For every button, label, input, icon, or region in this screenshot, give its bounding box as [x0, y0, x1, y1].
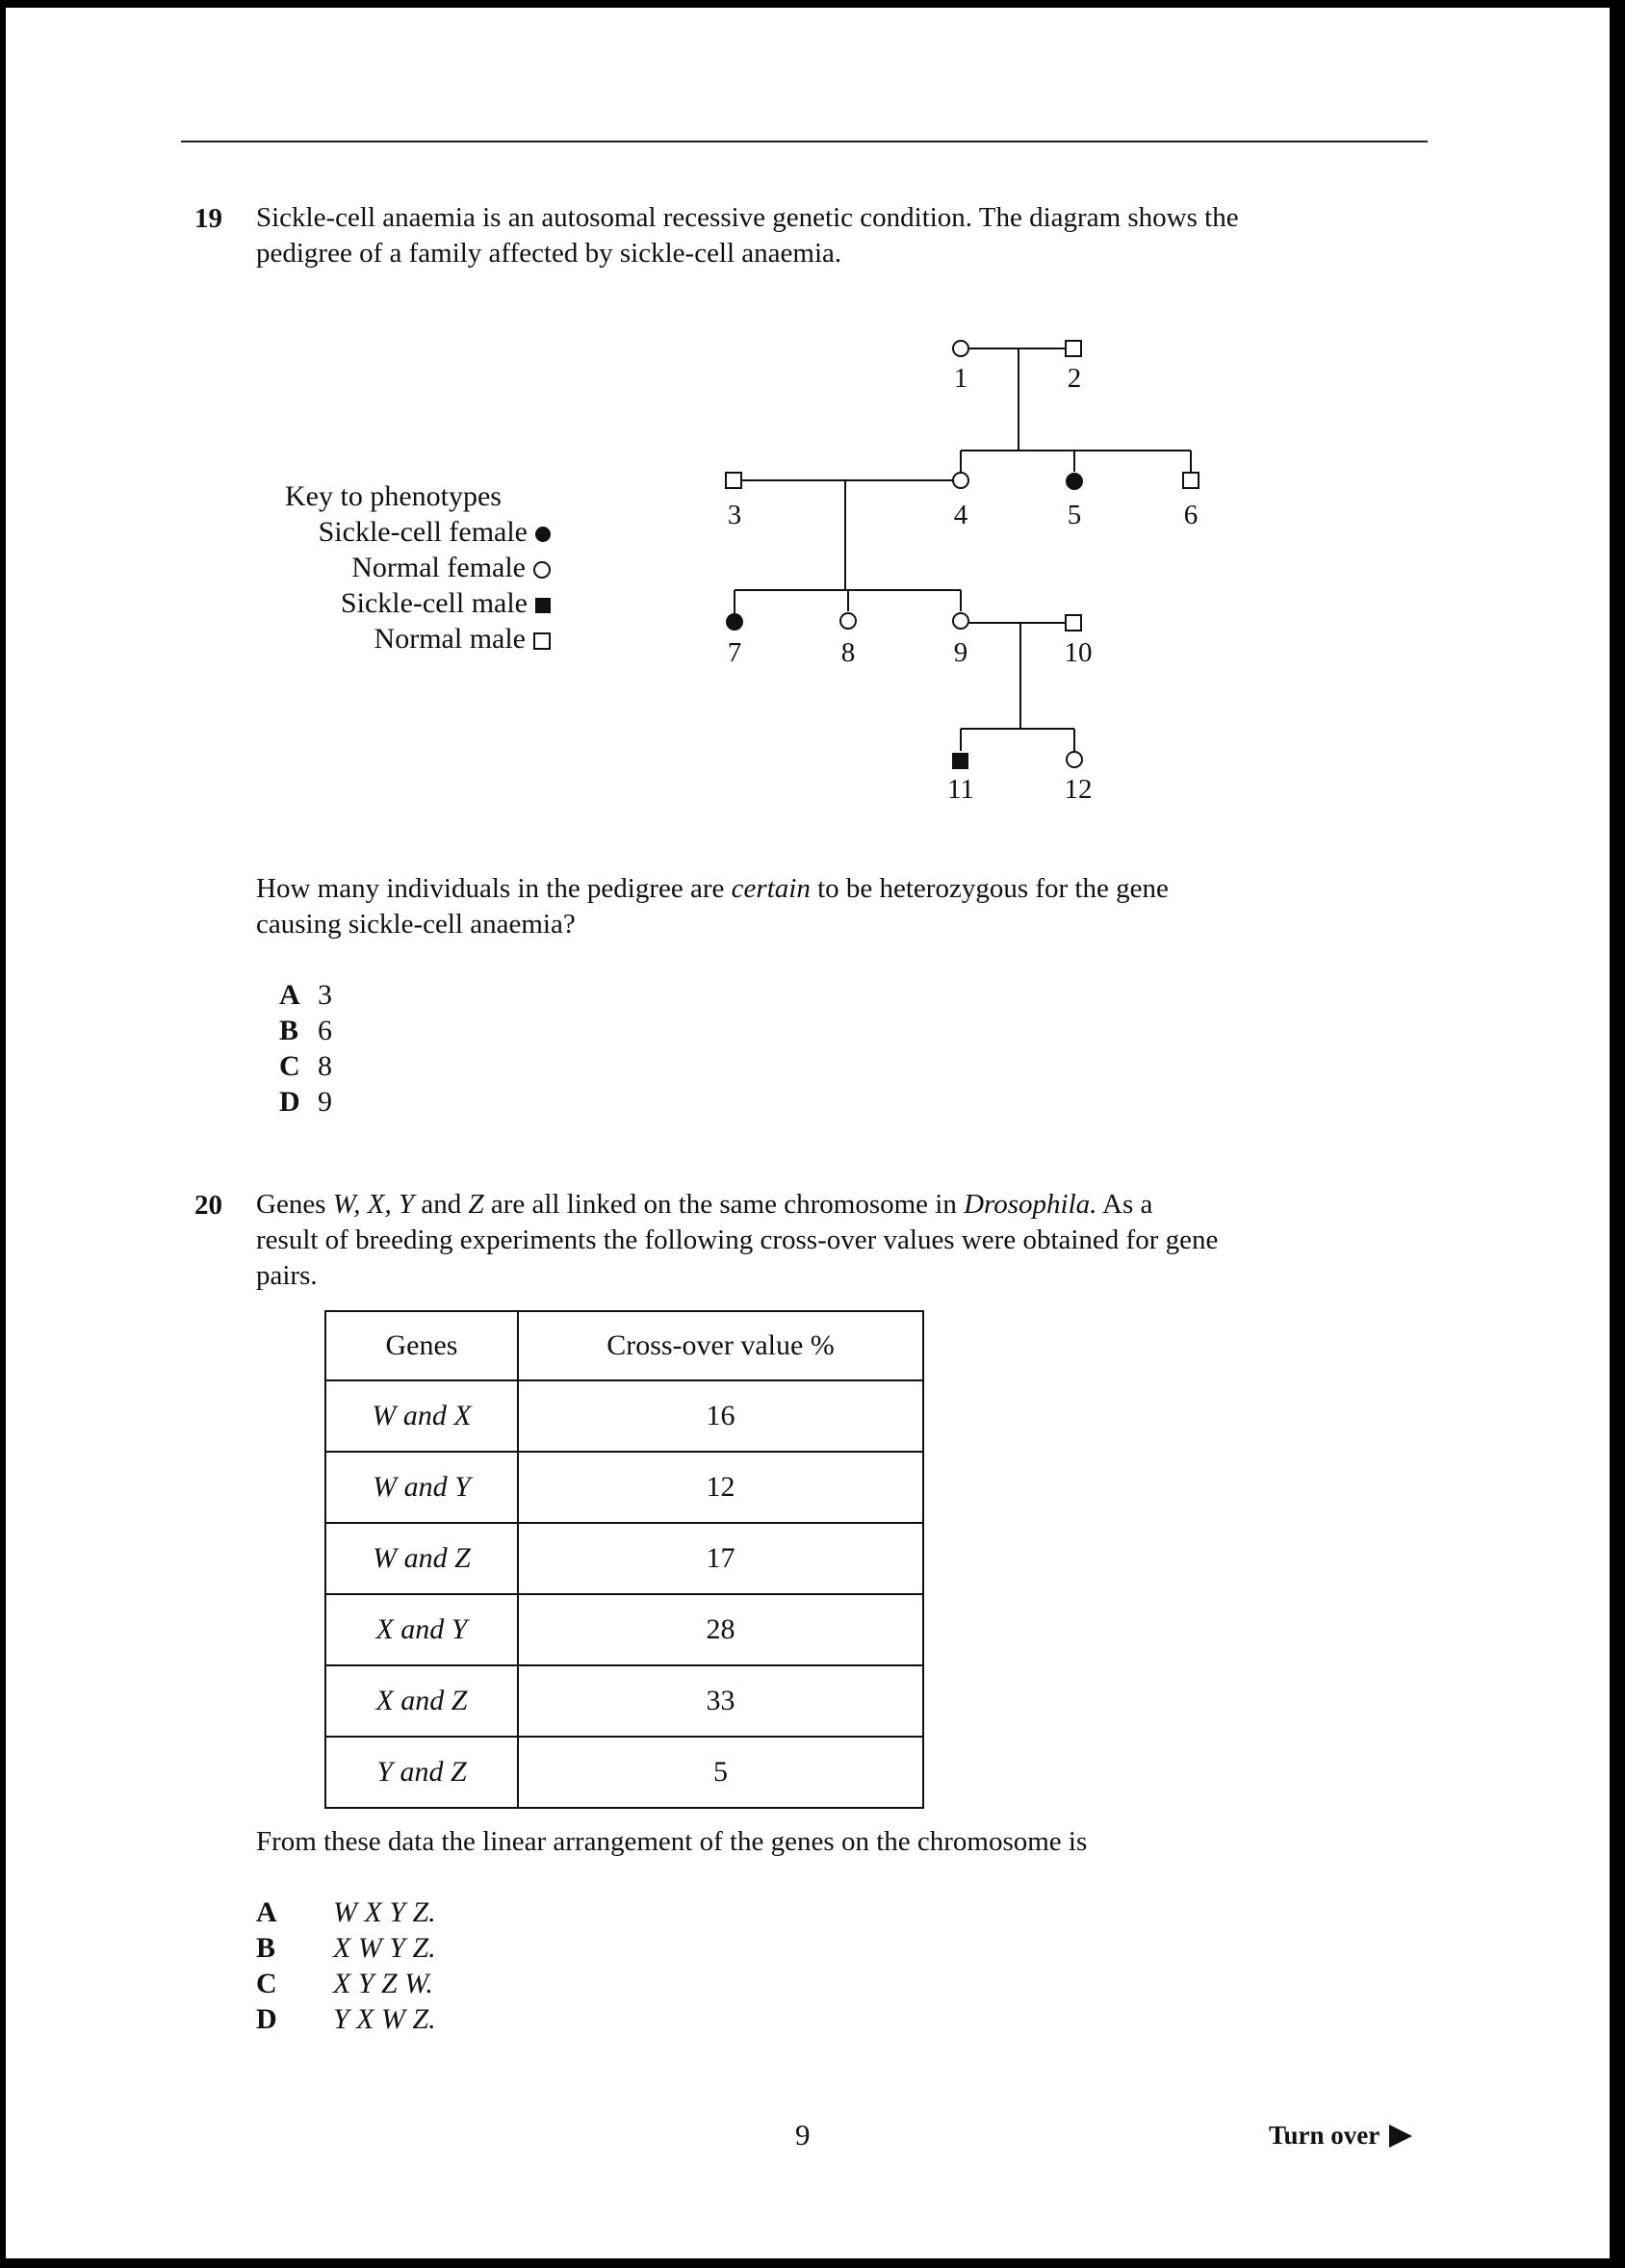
normal-male-icon [1183, 473, 1199, 488]
question-20-stem [256, 1187, 1218, 1294]
question-19-prompt-line-1 [256, 871, 1169, 907]
question-20-line-1 [256, 1187, 1218, 1223]
normal-male-icon [726, 473, 741, 488]
individual-7 [726, 613, 743, 668]
page-frame-left [0, 0, 6, 2268]
option-d[interactable] [256, 2001, 436, 2037]
table-row [325, 1665, 923, 1737]
option-text: Y X W Z. [333, 2003, 436, 2035]
individual-9 [953, 613, 968, 668]
individual-2 [1066, 341, 1081, 394]
option-c[interactable] [279, 1048, 332, 1084]
page-number: 9 [795, 2118, 811, 2152]
normal-male-icon [1066, 615, 1081, 631]
turn-over-label: Turn over [1269, 2121, 1380, 2150]
table-header-row [325, 1311, 923, 1380]
individual-label: 2 [1067, 363, 1082, 394]
individual-label: 10 [1064, 637, 1093, 668]
value-cell: 16 [518, 1380, 923, 1452]
normal-male-icon [1066, 341, 1081, 356]
table-row [325, 1594, 923, 1665]
individual-label: 6 [1183, 500, 1199, 530]
open-circle-icon [533, 561, 551, 579]
key-label: Sickle-cell female [318, 516, 528, 548]
gene-pair-cell: X and Z [325, 1665, 518, 1737]
table-row [325, 1380, 923, 1452]
table-row [325, 1737, 923, 1808]
individual-label: 11 [947, 774, 974, 805]
stem-genes: W, X, Y [332, 1189, 415, 1220]
option-text: 3 [318, 979, 332, 1011]
key-item-normal-male [374, 621, 551, 657]
key-item-sickle-female [319, 514, 551, 550]
sickle-cell-female-icon [726, 613, 743, 631]
prompt-emphasis: certain [731, 873, 811, 904]
question-19-line-1: Sickle-cell anaemia is an autosomal recessive genetic condition. The diagram shows the [256, 202, 1239, 233]
individual-3 [726, 473, 741, 530]
stem-text: are all linked on the same chromosome in [483, 1189, 965, 1220]
option-letter: B [279, 1015, 299, 1046]
individual-label: 4 [953, 500, 968, 530]
filled-circle-icon [535, 527, 551, 542]
normal-female-icon [953, 473, 968, 488]
option-text: X Y Z W. [333, 1968, 433, 1999]
header-rule [181, 141, 1428, 142]
normal-female-icon [1067, 752, 1082, 767]
question-19-number: 19 [194, 203, 222, 234]
sickle-cell-female-icon [1066, 473, 1083, 490]
table-row [325, 1523, 923, 1594]
key-title: Key to phenotypes [285, 480, 502, 512]
option-letter: A [279, 979, 300, 1011]
individual-5 [1066, 473, 1083, 530]
option-letter: D [256, 2003, 277, 2035]
crossover-table [324, 1310, 924, 1809]
question-19-prompt [256, 871, 1169, 942]
question-19-stem [256, 200, 1239, 271]
option-b[interactable] [279, 1013, 332, 1048]
value-cell: 12 [518, 1452, 923, 1523]
gene-pair-cell: Y and Z [325, 1737, 518, 1808]
sickle-cell-male-icon [952, 753, 968, 769]
option-a[interactable] [279, 977, 332, 1013]
normal-female-icon [953, 613, 968, 629]
arrow-right-icon [1389, 2125, 1412, 2148]
option-b[interactable] [256, 1930, 436, 1966]
gene-pair-cell: X and Y [325, 1594, 518, 1665]
pedigree-diagram [703, 327, 1223, 818]
column-header-value: Cross-over value % [518, 1311, 923, 1380]
normal-female-icon [840, 613, 856, 629]
key-items [275, 514, 551, 657]
normal-female-icon [953, 341, 968, 356]
open-square-icon [533, 632, 551, 650]
key-label: Normal female [351, 552, 526, 583]
question-19-line-2: pedigree of a family affected by sickle-cell anaemia. [256, 238, 842, 269]
option-c[interactable] [256, 1966, 436, 2001]
value-cell: 17 [518, 1523, 923, 1594]
key-label: Sickle-cell male [340, 587, 528, 619]
value-cell: 33 [518, 1665, 923, 1737]
column-header-genes: Genes [325, 1311, 518, 1380]
stem-gene-z: Z [468, 1189, 484, 1220]
individual-4 [953, 473, 968, 530]
individual-8 [840, 613, 856, 668]
key-item-sickle-male [341, 585, 551, 621]
individual-6 [1183, 473, 1199, 530]
value-cell: 5 [518, 1737, 923, 1808]
option-letter: C [279, 1050, 300, 1082]
question-20-line-2: result of breeding experiments the following cross-over values were obtained for gene [256, 1224, 1219, 1255]
individual-label: 9 [953, 637, 968, 668]
gene-pair-cell: W and X [325, 1380, 518, 1452]
individual-label: 3 [727, 500, 742, 530]
question-20-options [256, 1894, 436, 2037]
page-frame-top [0, 0, 1625, 8]
option-letter: C [256, 1968, 277, 1999]
individual-label: 1 [953, 363, 968, 394]
option-a[interactable] [256, 1894, 436, 1930]
option-text: X W Y Z. [333, 1932, 436, 1964]
prompt-text: How many individuals in the pedigree are [256, 873, 732, 904]
option-letter: D [279, 1086, 300, 1118]
individual-12 [1065, 752, 1093, 805]
gene-pair-cell: W and Z [325, 1523, 518, 1594]
question-20-line-3: pairs. [256, 1260, 318, 1291]
individual-label: 8 [840, 637, 856, 668]
individual-label: 12 [1064, 774, 1093, 805]
stem-text: Genes [256, 1189, 333, 1220]
option-text: 9 [318, 1086, 332, 1118]
stem-text: and [414, 1189, 469, 1220]
question-19-options [279, 977, 332, 1120]
individual-label: 7 [727, 637, 742, 668]
phenotype-key [285, 478, 551, 657]
option-text: W X Y Z. [333, 1896, 436, 1928]
individual-label: 5 [1067, 500, 1082, 530]
option-letter: A [256, 1896, 277, 1928]
individual-1 [953, 341, 968, 394]
prompt-text: to be heterozygous for the gene [810, 873, 1169, 904]
stem-species: Drosophila. [964, 1189, 1097, 1220]
filled-square-icon [535, 598, 551, 613]
individual-11 [947, 753, 974, 805]
stem-text: As a [1096, 1189, 1153, 1220]
page-frame-right [1610, 0, 1625, 2268]
question-19-prompt-line-2: causing sickle-cell anaemia? [256, 909, 576, 940]
individual-10 [1065, 615, 1093, 668]
page-frame-bottom [0, 2258, 1625, 2268]
table-row [325, 1452, 923, 1523]
option-d[interactable] [279, 1084, 332, 1120]
option-text: 8 [318, 1050, 332, 1082]
option-text: 6 [318, 1015, 332, 1046]
value-cell: 28 [518, 1594, 923, 1665]
question-20-number: 20 [194, 1190, 222, 1221]
key-label: Normal male [374, 623, 526, 655]
option-letter: B [256, 1932, 276, 1964]
gene-pair-cell: W and Y [325, 1452, 518, 1523]
key-item-normal-female [351, 550, 551, 585]
question-20-prompt: From these data the linear arrangement of the genes on the chromosome is [256, 1826, 1088, 1857]
turn-over-indicator [1269, 2121, 1412, 2151]
